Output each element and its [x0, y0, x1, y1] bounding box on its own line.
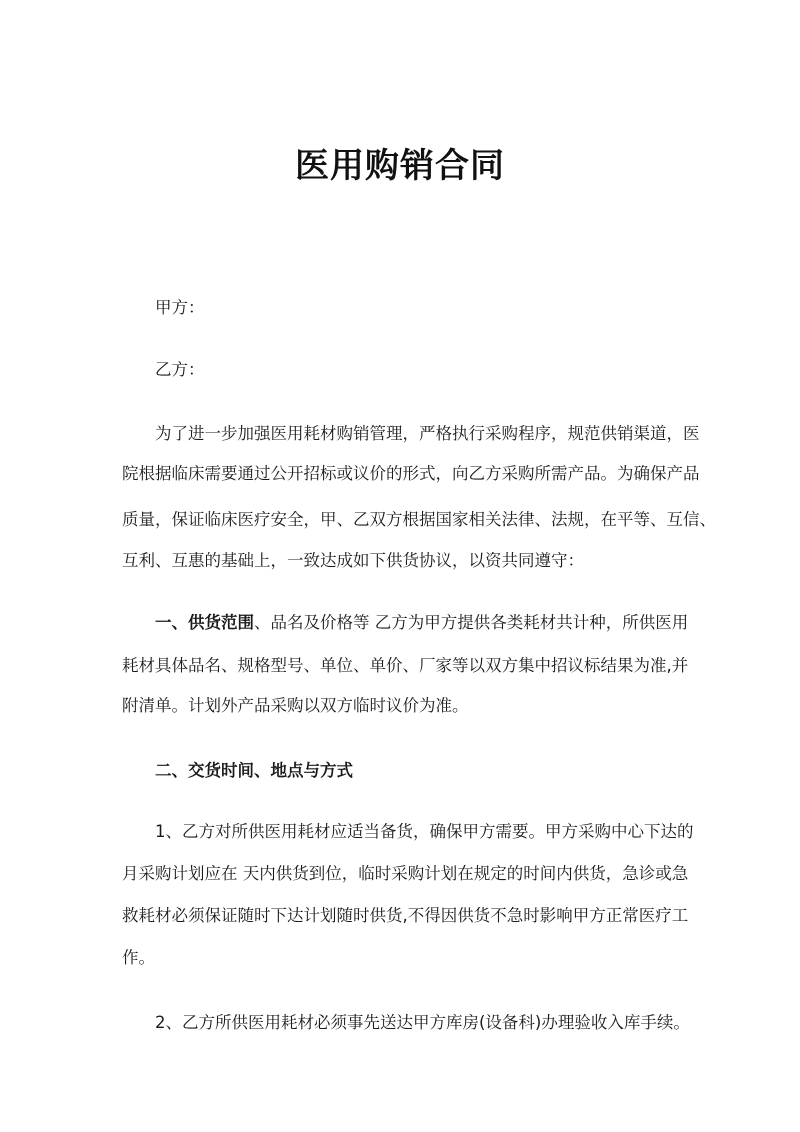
intro-line-3: 质量，保证临床医疗安全，甲、乙双方根据国家相关法律、法规，在平等、互信、 [122, 510, 716, 529]
section2-item1-line-3: 救耗材必须保证随时下达计划随时供货,不得因供货不急时影响甲方正常医疗工 [122, 906, 689, 925]
page-title: 医用购销合同 [295, 146, 505, 186]
section1-heading: 一、供货范围 [155, 613, 254, 632]
party-a-label: 甲方： [155, 298, 205, 317]
intro-line-4: 互利、互惠的基础上，一致达成如下供货协议，以资共同遵守： [122, 551, 584, 570]
section2-heading: 二、交货时间、地点与方式 [155, 761, 353, 780]
party-b-label: 乙方： [155, 360, 205, 379]
section2-item2-line-1: 2、乙方所供医用耗材必须事先送达甲方库房(设备科)办理验收入库手续。 [155, 1013, 690, 1032]
section2-item1-line-2: 月采购计划应在 天内供货到位，临时采购计划在规定的时间内供货，急诊或急 [122, 864, 689, 883]
section1-line-1-text: 、品名及价格等 乙方为甲方提供各类耗材共计种，所供医用 [254, 613, 689, 632]
section2-item1-line-1: 1、乙方对所供医用耗材应适当备货，确保甲方需要。甲方采购中心下达的 [155, 822, 694, 841]
section1-line-3: 附清单。计划外产品采购以双方临时议价为准。 [122, 696, 469, 715]
section1-line-1 [155, 613, 689, 633]
section1-line-2: 耗材具体品名、规格型号、单位、单价、厂家等以双方集中招议标结果为准,并 [122, 656, 689, 675]
section2-item1-line-4: 作。 [122, 948, 155, 967]
intro-line-2: 院根据临床需要通过公开招标或议价的形式，向乙方采购所需产品。为确保产品 [122, 464, 700, 483]
intro-line-1: 为了进一步加强医用耗材购销管理，严格执行采购程序，规范供销渠道，医 [155, 424, 700, 443]
